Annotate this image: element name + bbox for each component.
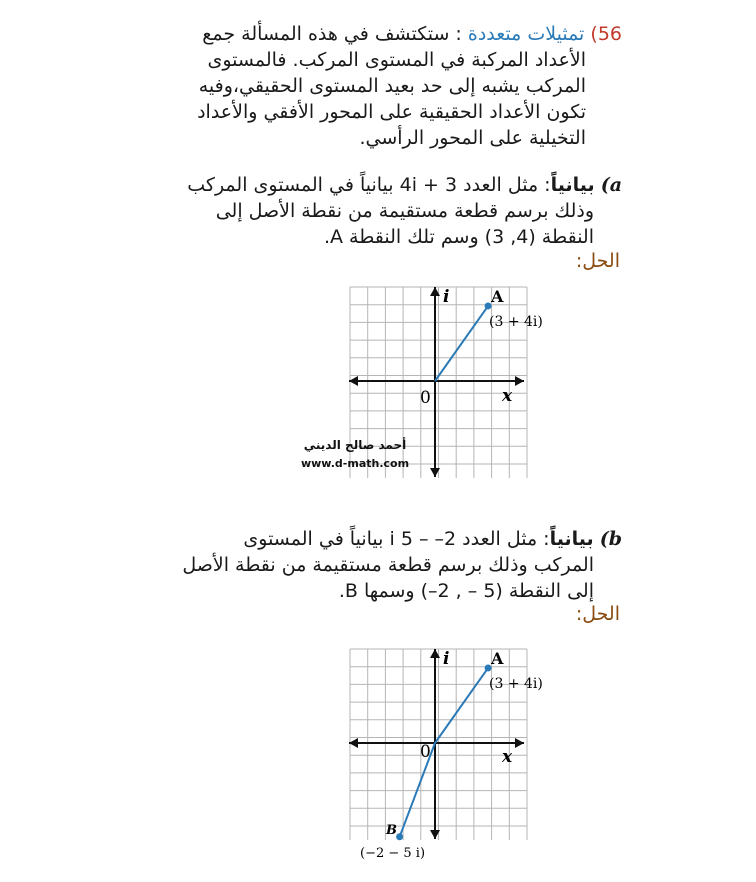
part-b-label: بيانياً bbox=[549, 528, 594, 550]
part-b-solution-label: الحل: bbox=[575, 603, 620, 625]
graph-b-x-label: x bbox=[502, 747, 513, 767]
graph-b-segment-a bbox=[435, 668, 488, 743]
part-a-label: بيانياً bbox=[550, 174, 595, 196]
part-a-letter: a) bbox=[600, 174, 622, 196]
part-b-letter: b) bbox=[599, 528, 622, 550]
graph-b-y-label: i bbox=[443, 649, 450, 669]
problem-title: تمثيلات متعددة bbox=[467, 23, 585, 45]
part-a-solution-label: الحل: bbox=[575, 250, 620, 272]
problem-intro-line-5: التخيلية على المحور الرأسي. bbox=[359, 127, 586, 149]
problem-intro-line-2: الأعداد المركبة في المستوى المركب. فالمستوى bbox=[207, 49, 586, 71]
graph-a-x-label: x bbox=[502, 386, 513, 406]
graph-b-point-b-label: B bbox=[386, 823, 397, 838]
part-b-line-1: b) بيانياً: مثل العدد 2– – 5 i بيانياً في المستوى bbox=[243, 528, 622, 550]
graph-b-x-arrow-right bbox=[515, 738, 524, 748]
part-a-line-1: a) بيانياً: مثل العدد 3 + 4i بيانياً في المستوى المركب bbox=[187, 174, 622, 196]
graph-b-point-b bbox=[396, 833, 403, 840]
part-b-line-3: إلى النقطة (5 – , 2–) وسمها B. bbox=[338, 580, 594, 602]
graph-b-origin-label: 0 bbox=[420, 742, 431, 762]
problem-intro-text: ستكتشف في هذه المسألة جمع bbox=[202, 23, 450, 45]
graph-a-point-coords: (3 + 4i) bbox=[489, 314, 543, 330]
graph-a-origin-label: 0 bbox=[420, 388, 431, 408]
part-a-line-2: وذلك برسم قطعة مستقيمة من نقطة الأصل إلى bbox=[215, 200, 594, 222]
part-b-line-2: المركب وذلك برسم قطعة مستقيمة من نقطة الأصل bbox=[182, 554, 594, 576]
problem-intro-line-4: تكون الأعداد الحقيقية على المحور الأفقي والأعداد bbox=[197, 101, 586, 123]
watermark-name: أحمد صالح الديني bbox=[303, 438, 407, 452]
problem-intro-line-3: المركب يشبه إلى حد بعيد المستوى الحقيقي،وفيه bbox=[198, 75, 586, 97]
graph-b-point-a-label: A bbox=[491, 649, 504, 668]
part-a-line-3: النقطة (4, 3) وسم تلك النقطة A. bbox=[323, 226, 594, 248]
graph-a-point-label: A bbox=[491, 287, 504, 306]
problem-number: 56) bbox=[590, 23, 622, 45]
graph-b-point-a-coords: (3 + 4i) bbox=[489, 676, 543, 692]
watermark-site: www.d-math.com bbox=[300, 457, 410, 470]
graph-b-point-b-coords: (−2 − 5 i) bbox=[360, 846, 426, 861]
problem-intro-line-1: 56) تمثيلات متعددة : ستكتشف في هذه المسألة جمع bbox=[202, 23, 622, 45]
graph-a-y-label: i bbox=[443, 287, 450, 307]
